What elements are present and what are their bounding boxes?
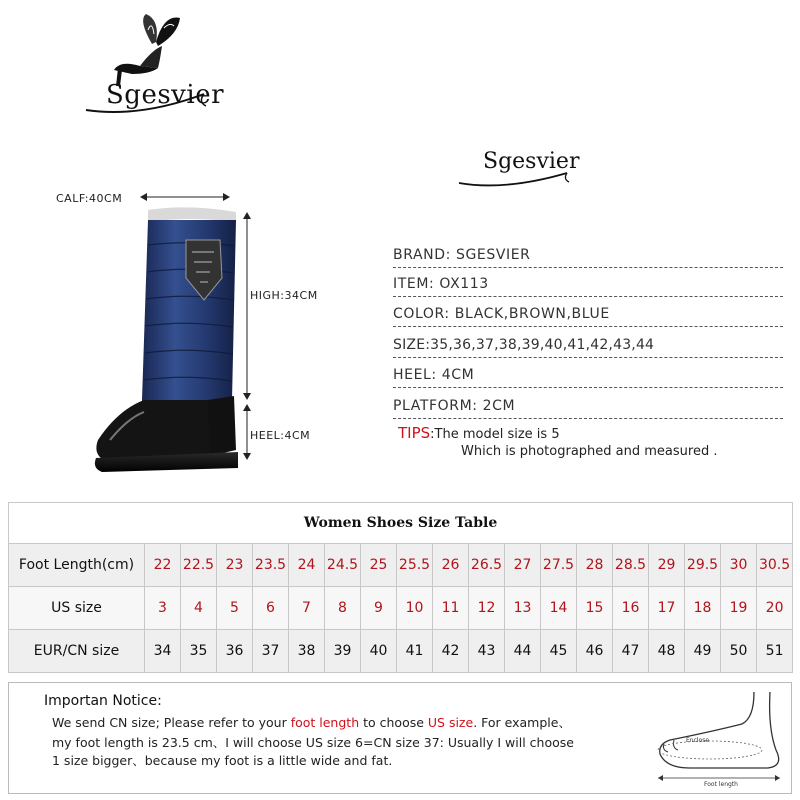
table-cell: 9 bbox=[361, 587, 397, 630]
spec-brand: BRAND: SGESVIER bbox=[393, 243, 783, 268]
table-cell: 14 bbox=[541, 587, 577, 630]
table-cell: 17 bbox=[649, 587, 685, 630]
table-cell: 13 bbox=[505, 587, 541, 630]
tips-label: TIPS bbox=[398, 424, 431, 442]
eur-size-label: EUR/CN size bbox=[9, 630, 145, 673]
table-cell: 25.5 bbox=[397, 544, 433, 587]
table-cell: 29 bbox=[649, 544, 685, 587]
table-cell: 16 bbox=[613, 587, 649, 630]
table-cell: 23 bbox=[217, 544, 253, 587]
brand-logo bbox=[80, 10, 225, 125]
table-cell: 35 bbox=[181, 630, 217, 673]
heel-measurement: HEEL:4CM bbox=[250, 429, 311, 442]
table-cell: 45 bbox=[541, 630, 577, 673]
table-cell: 37 bbox=[253, 630, 289, 673]
enclose-label: Enclose bbox=[686, 737, 710, 744]
table-cell: 15 bbox=[577, 587, 613, 630]
table-cell: 4 bbox=[181, 587, 217, 630]
table-cell: 7 bbox=[289, 587, 325, 630]
brand-logo-secondary-text: Sgesvier bbox=[483, 149, 580, 174]
size-table bbox=[8, 502, 793, 673]
notice-highlight-foot-length: foot length bbox=[290, 715, 360, 730]
table-cell: 3 bbox=[145, 587, 181, 630]
notice-text: to choose bbox=[359, 715, 428, 730]
table-cell: 29.5 bbox=[685, 544, 721, 587]
spec-size: SIZE:35,36,37,38,39,40,41,42,43,44 bbox=[393, 333, 783, 358]
table-cell: 27 bbox=[505, 544, 541, 587]
brand-logo-text: Sgesvier bbox=[106, 80, 225, 110]
notice-text: . For example、 bbox=[473, 715, 571, 730]
table-cell: 39 bbox=[325, 630, 361, 673]
table-cell: 22.5 bbox=[181, 544, 217, 587]
table-cell: 27.5 bbox=[541, 544, 577, 587]
spec-platform: PLATFORM: 2CM bbox=[393, 394, 783, 419]
table-cell: 11 bbox=[433, 587, 469, 630]
height-arrow-icon bbox=[240, 212, 254, 400]
notice-line-1 bbox=[52, 713, 571, 731]
us-size-label: US size bbox=[9, 587, 145, 630]
notice-line-2: my foot length is 23.5 cm、I will choose US size 6=CN size 37: Usually I will choose bbox=[52, 735, 574, 750]
tips-line-1 bbox=[398, 424, 560, 442]
table-cell: 28 bbox=[577, 544, 613, 587]
table-cell: 47 bbox=[613, 630, 649, 673]
table-cell: 18 bbox=[685, 587, 721, 630]
table-cell: 10 bbox=[397, 587, 433, 630]
height-measurement: HIGH:34CM bbox=[250, 289, 318, 302]
table-cell: 19 bbox=[721, 587, 757, 630]
table-cell: 26.5 bbox=[469, 544, 505, 587]
calf-measurement: CALF:40CM bbox=[56, 192, 123, 205]
foot-length-label: Foot Length(cm) bbox=[9, 544, 145, 587]
tips-line-2: Which is photographed and measured . bbox=[461, 444, 718, 459]
table-cell: 20 bbox=[757, 587, 793, 630]
foot-length-diagram-label: Foot length bbox=[704, 781, 738, 788]
table-cell: 41 bbox=[397, 630, 433, 673]
table-cell: 6 bbox=[253, 587, 289, 630]
table-cell: 22 bbox=[145, 544, 181, 587]
table-cell: 5 bbox=[217, 587, 253, 630]
table-cell: 40 bbox=[361, 630, 397, 673]
table-cell: 42 bbox=[433, 630, 469, 673]
brand-logo-secondary bbox=[455, 145, 585, 195]
size-table-title: Women Shoes Size Table bbox=[9, 503, 793, 544]
table-cell: 51 bbox=[757, 630, 793, 673]
table-cell: 12 bbox=[469, 587, 505, 630]
boot-product-image bbox=[88, 200, 238, 480]
table-cell: 25 bbox=[361, 544, 397, 587]
notice-text: We send CN size; Please refer to your bbox=[52, 715, 291, 730]
spec-heel: HEEL: 4CM bbox=[393, 363, 783, 388]
table-row-us-size bbox=[9, 587, 793, 630]
swoosh-icon bbox=[455, 145, 585, 195]
table-cell: 50 bbox=[721, 630, 757, 673]
table-cell: 34 bbox=[145, 630, 181, 673]
table-cell: 46 bbox=[577, 630, 613, 673]
table-cell: 23.5 bbox=[253, 544, 289, 587]
table-cell: 49 bbox=[685, 630, 721, 673]
table-cell: 8 bbox=[325, 587, 361, 630]
notice-title: Importan Notice: bbox=[44, 693, 162, 709]
table-cell: 43 bbox=[469, 630, 505, 673]
table-row-eur-size bbox=[9, 630, 793, 673]
table-cell: 26 bbox=[433, 544, 469, 587]
tips-text: :The model size is 5 bbox=[430, 427, 560, 442]
notice-highlight-us-size: US size bbox=[427, 715, 474, 730]
table-cell: 48 bbox=[649, 630, 685, 673]
table-row-foot-length bbox=[9, 544, 793, 587]
table-cell: 38 bbox=[289, 630, 325, 673]
table-cell: 30 bbox=[721, 544, 757, 587]
spec-item: ITEM: OX113 bbox=[393, 272, 783, 297]
table-cell: 36 bbox=[217, 630, 253, 673]
table-cell: 24.5 bbox=[325, 544, 361, 587]
table-cell: 24 bbox=[289, 544, 325, 587]
table-cell: 30.5 bbox=[757, 544, 793, 587]
notice-line-3: 1 size bigger、because my foot is a little wide and fat. bbox=[52, 753, 393, 768]
table-cell: 44 bbox=[505, 630, 541, 673]
foot-measurement-diagram bbox=[650, 688, 790, 790]
spec-color: COLOR: BLACK,BROWN,BLUE bbox=[393, 302, 783, 327]
table-cell: 28.5 bbox=[613, 544, 649, 587]
